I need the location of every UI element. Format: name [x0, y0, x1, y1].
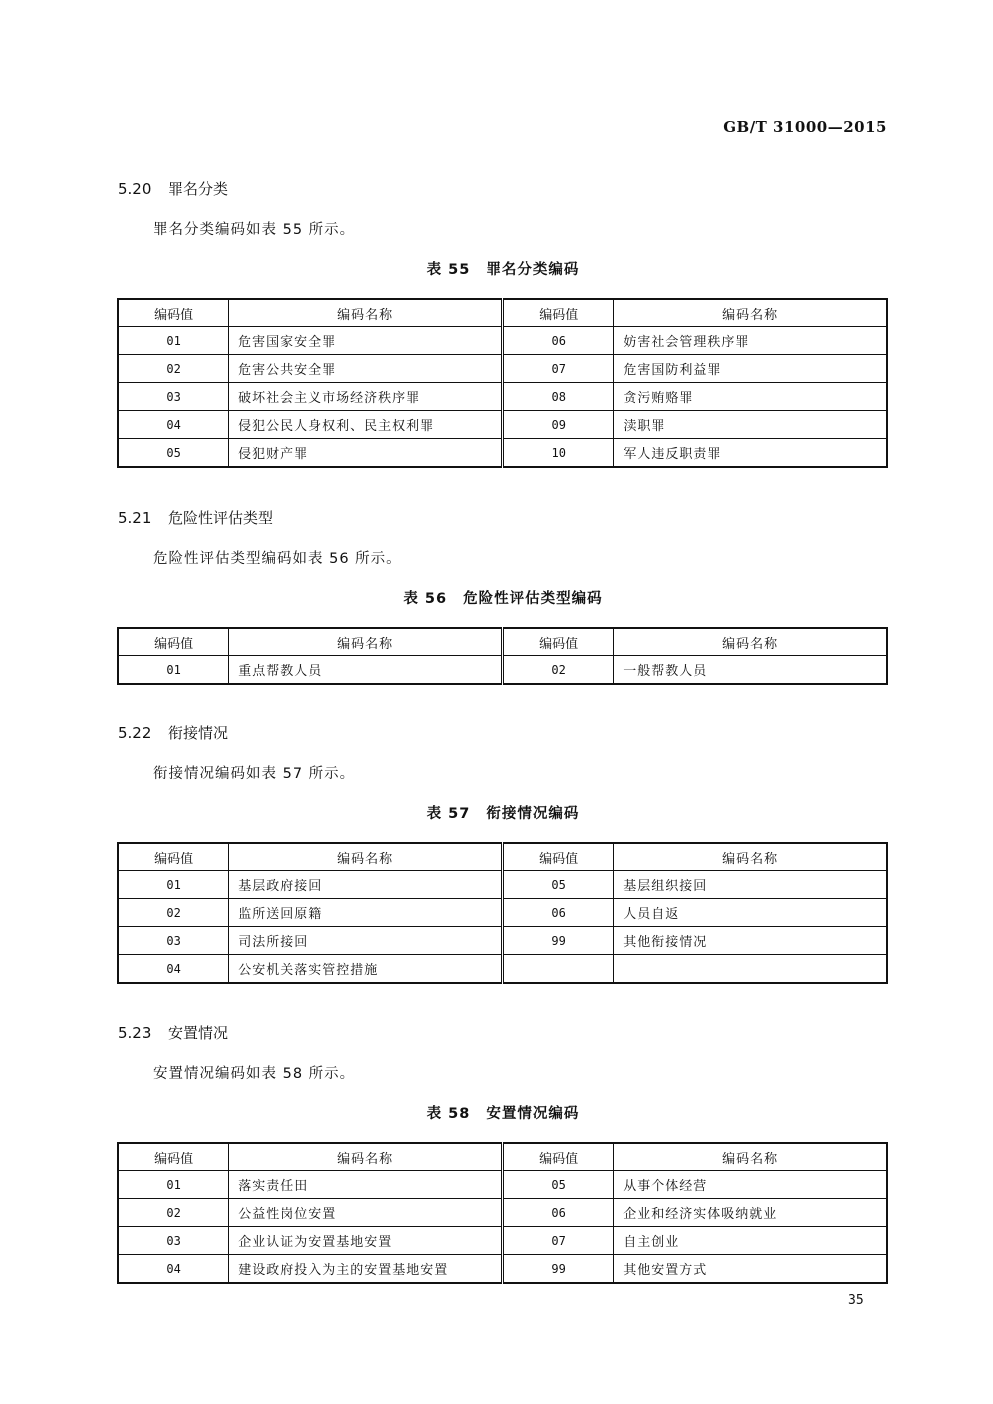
name-cell: 贪污贿赂罪: [614, 383, 887, 411]
table-row: [118, 927, 887, 955]
name-cell: 企业认证为安置基地安置: [229, 1227, 503, 1255]
section-intro: 危险性评估类型编码如表 56 所示。: [153, 551, 402, 567]
table-caption-56: [118, 587, 888, 608]
code-cell: 09: [503, 411, 614, 439]
table-title: 危险性评估类型编码: [463, 591, 603, 607]
col-header-code: 编码值: [118, 843, 229, 871]
code-cell: 99: [502, 927, 613, 955]
code-table-57: [117, 842, 888, 984]
code-cell: 02: [118, 355, 229, 383]
name-cell: 落实责任田: [229, 1171, 503, 1199]
table-header-row: [118, 1143, 887, 1171]
section-title: 衔接情况: [168, 724, 229, 742]
name-cell: 监所送回原籍: [229, 899, 503, 927]
name-cell: 渎职罪: [614, 411, 887, 439]
table-caption-58: [118, 1102, 888, 1123]
code-cell: 04: [118, 1255, 229, 1284]
col-header-code: 编码值: [118, 1143, 229, 1171]
col-header-name: 编码名称: [614, 1143, 887, 1171]
name-cell: 一般帮教人员: [614, 656, 887, 685]
table-title: 罪名分类编码: [486, 262, 580, 278]
col-header-name: 编码名称: [229, 843, 503, 871]
standard-code: GB/T 31000—2015: [723, 118, 887, 136]
code-cell: 04: [118, 411, 229, 439]
name-cell: 基层政府接回: [229, 871, 503, 899]
code-cell: 02: [502, 656, 613, 685]
code-cell: [502, 955, 613, 984]
section-intro: 衔接情况编码如表 57 所示。: [153, 766, 356, 782]
name-cell: 建设政府投入为主的安置基地安置: [229, 1255, 503, 1284]
section-intro: 罪名分类编码如表 55 所示。: [153, 222, 356, 238]
table-header-row: [118, 843, 887, 871]
code-cell: 05: [502, 1171, 613, 1199]
code-cell: 01: [118, 1171, 229, 1199]
name-cell: 侵犯公民人身权利、民主权利罪: [229, 411, 503, 439]
name-cell: 基层组织接回: [614, 871, 887, 899]
section-title: 罪名分类: [168, 180, 229, 198]
table-row: [118, 1255, 887, 1284]
code-cell: 06: [502, 1199, 613, 1227]
code-cell: 07: [503, 355, 614, 383]
name-cell: 司法所接回: [229, 927, 503, 955]
col-header-name: 编码名称: [614, 843, 887, 871]
table-row: [118, 955, 887, 984]
col-header-name: 编码名称: [229, 628, 503, 656]
table-title: 安置情况编码: [486, 1106, 580, 1122]
name-cell: 重点帮教人员: [229, 656, 503, 685]
table-header-row: [118, 628, 887, 656]
name-cell: 危害国防利益罪: [614, 355, 887, 383]
table-row: [118, 1171, 887, 1199]
table-row: [118, 656, 887, 685]
col-header-code: 编码值: [118, 299, 229, 327]
table-number: 表 57: [426, 806, 471, 822]
col-header-code: 编码值: [502, 1143, 613, 1171]
table-row: [118, 383, 887, 411]
table-row: [118, 1227, 887, 1255]
section-heading-5-20: [118, 178, 228, 199]
table-number: 表 58: [426, 1106, 471, 1122]
name-cell: 危害国家安全罪: [229, 327, 503, 355]
col-header-name: 编码名称: [614, 628, 887, 656]
code-cell: 05: [502, 871, 613, 899]
col-header-code: 编码值: [503, 299, 614, 327]
code-cell: 03: [118, 383, 229, 411]
name-cell: 公益性岗位安置: [229, 1199, 503, 1227]
section-number: 5.22: [118, 724, 152, 742]
code-cell: 01: [118, 656, 229, 685]
col-header-code: 编码值: [118, 628, 229, 656]
col-header-name: 编码名称: [614, 299, 887, 327]
table-header-row: [118, 299, 887, 327]
table-row: [118, 439, 887, 468]
col-header-code: 编码值: [502, 628, 613, 656]
name-cell: 危害公共安全罪: [229, 355, 503, 383]
section-heading-5-21: [118, 507, 273, 528]
table-row: [118, 1199, 887, 1227]
name-cell: 其他安置方式: [614, 1255, 887, 1284]
code-cell: 06: [502, 899, 613, 927]
code-cell: 03: [118, 1227, 229, 1255]
name-cell: [614, 955, 887, 984]
section-number: 5.23: [118, 1024, 152, 1042]
table-title: 衔接情况编码: [486, 806, 580, 822]
code-cell: 06: [503, 327, 614, 355]
section-heading-5-22: [118, 722, 228, 743]
col-header-code: 编码值: [502, 843, 613, 871]
name-cell: 从事个体经营: [614, 1171, 887, 1199]
name-cell: 妨害社会管理秩序罪: [614, 327, 887, 355]
code-cell: 10: [503, 439, 614, 468]
code-cell: 03: [118, 927, 229, 955]
code-cell: 01: [118, 871, 229, 899]
name-cell: 破坏社会主义市场经济秩序罪: [229, 383, 503, 411]
name-cell: 企业和经济实体吸纳就业: [614, 1199, 887, 1227]
code-table-55: [117, 298, 888, 468]
section-number: 5.21: [118, 509, 152, 527]
page-number: 35: [848, 1293, 864, 1308]
code-cell: 02: [118, 899, 229, 927]
section-heading-5-23: [118, 1022, 228, 1043]
table-row: [118, 327, 887, 355]
name-cell: 自主创业: [614, 1227, 887, 1255]
section-number: 5.20: [118, 180, 152, 198]
section-intro: 安置情况编码如表 58 所示。: [153, 1066, 356, 1082]
table-row: [118, 355, 887, 383]
table-row: [118, 871, 887, 899]
table-row: [118, 899, 887, 927]
code-cell: 01: [118, 327, 229, 355]
section-title: 危险性评估类型: [168, 509, 274, 527]
code-cell: 08: [503, 383, 614, 411]
code-cell: 99: [502, 1255, 613, 1284]
code-cell: 07: [502, 1227, 613, 1255]
code-cell: 02: [118, 1199, 229, 1227]
name-cell: 公安机关落实管控措施: [229, 955, 503, 984]
table-number: 表 55: [426, 262, 471, 278]
name-cell: 其他衔接情况: [614, 927, 887, 955]
name-cell: 侵犯财产罪: [229, 439, 503, 468]
name-cell: 军人违反职责罪: [614, 439, 887, 468]
code-table-58: [117, 1142, 888, 1284]
name-cell: 人员自返: [614, 899, 887, 927]
code-cell: 05: [118, 439, 229, 468]
table-number: 表 56: [403, 591, 448, 607]
table-caption-55: [118, 258, 888, 279]
table-row: [118, 411, 887, 439]
code-table-56: [117, 627, 888, 685]
col-header-name: 编码名称: [229, 1143, 503, 1171]
col-header-name: 编码名称: [229, 299, 503, 327]
table-caption-57: [118, 802, 888, 823]
section-title: 安置情况: [168, 1024, 229, 1042]
code-cell: 04: [118, 955, 229, 984]
